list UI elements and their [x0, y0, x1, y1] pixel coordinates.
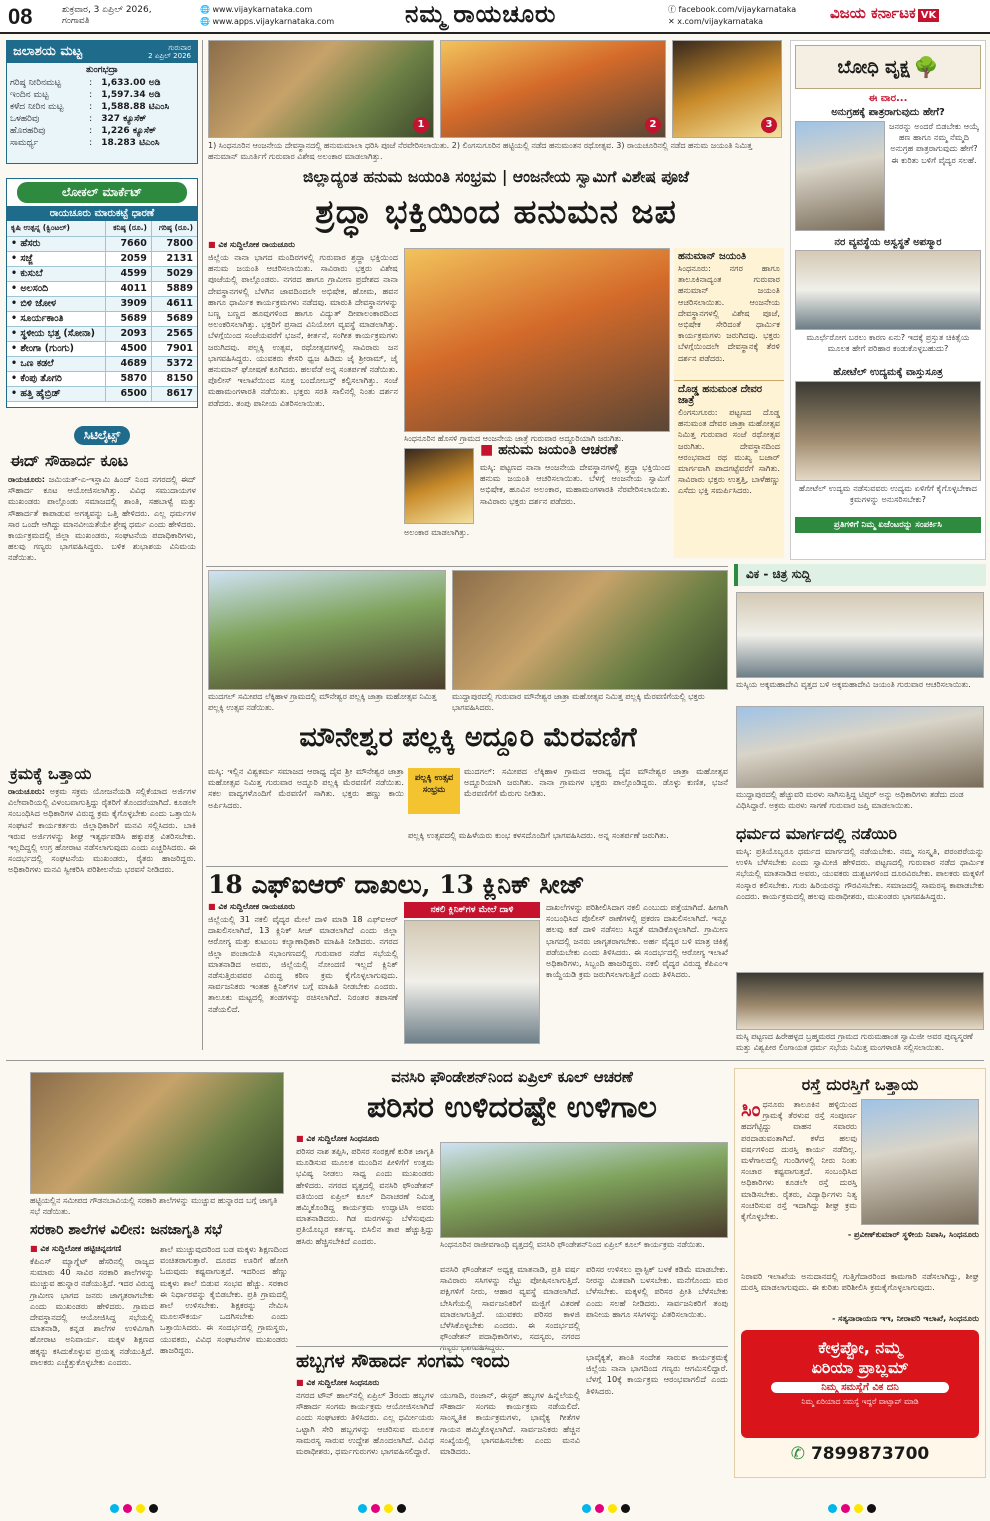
photo-maski-idol [404, 448, 474, 524]
lead-byline: ■ ವಿಕ ಸುದ್ದಿಲೋಕ ರಾಯಚೂರು [208, 240, 295, 249]
market-row: • ಒಣ ಕಡಲೆ 4689 5372 [7, 356, 197, 371]
vika-caption-3: ಮಸ್ಕಿ ಪಟ್ಟಣದ ಹಿರೇಹಳ್ಳದ ಬ್ರಹ್ಮಮಠದ ಗ್ರಾಮದ ಗುರುಮಹಾಂತ ಸ್ವಾಮಿಜೀ ಅವರ ಪುಣ್ಯಸ್ಮರಣೆ ಮತ್ತು ವಿಶ್ವಪೀಠ ಲಿಂಗಾಯತ ಧರ್ಮ ಸಭೆಯ ನಿಮಿತ್ತ ಮಂಗಳಾರತಿ ಸಲ್ಲಿಸಲಾಯಿತು. [736, 1032, 973, 1052]
reservoir-row: ಹೊರಹರಿವು : 1,226 ಕ್ಯೂಸೆಕ್ [10, 126, 156, 136]
habba-story-3: ಭಾವೈಕ್ಯತೆ, ಶಾಂತಿ ಸಂದೇಶ ಸಾರುವ ಕಾರ್ಯಕ್ರಮಕ್ಕೆ ಜಿಲ್ಲೆಯ ನಾನಾ ಭಾಗದಿಂದ ಗಣ್ಯರು ಆಗಮಿಸಲಿದ್ದಾರೆ. ಬೆಳಗ್ಗೆ 10ಕ್ಕೆ ಕಾರ್ಯಕ್ರಮ ಆರಂಭವಾಗಲಿದೆ ಎಂದು ತಿಳಿಸಿದರು. [586, 1352, 728, 1396]
road-signature-2: - ಸತ್ಯನಾರಾಯಣ ಇಇ, ನೀರಾವರಿ ಇಲಾಖೆ, ಸಿಂಧನೂರು [831, 1313, 979, 1323]
photo-lekkihal-palanquin [208, 570, 446, 690]
reservoir-row: ಸಾಮರ್ಥ್ಯ : 18.283 ಟಿಎಂಸಿ [10, 138, 160, 148]
market-box [6, 178, 198, 408]
eid-headline: ಈದ್ ಸೌಹಾರ್ದ ಕೂಟ [10, 451, 129, 470]
bodhi-q2-image [795, 250, 981, 330]
reservoir-row: ಕಳೆದ ನೀರಿನ ಮಟ್ಟ : 1,588.88 ಟಿಎಂಸಿ [10, 102, 170, 112]
market-row: • ಸಜ್ಜೆ 2059 2131 [7, 251, 197, 266]
photo-school-meeting [30, 1072, 284, 1194]
registration-marks [108, 1498, 160, 1517]
lead-sidebar: ಹನುಮಾನ್ ಜಯಂತಿ ಸಿಂಧನೂರು: ನಗರ ಹಾಗೂ ತಾಲೂಕಿನಾದ್ಯಂತ ಗುರುವಾರ ಹನುಮಾನ್ ಜಯಂತಿ ಆಚರಿಸಲಾಯಿತು. ಆಂಜನೇಯ ದೇವಸ್ಥಾನಗಳಲ್ಲಿ ವಿಶೇಷ ಪೂಜೆ, ಅಭಿಷೇಕ ಸೇರಿದಂತೆ ಧಾರ್ಮಿಕ ಕಾರ್ಯಕ್ರಮಗಳು ಜರುಗಿದವು. ಭಕ್ತರು ಬೆಳಗ್ಗೆಯಿಂದಲೇ ದೇವಸ್ಥಾನಕ್ಕೆ ತೆರಳಿ ದರ್ಶನ ಪಡೆದರು. ದೊಡ್ಡ ಹನುಮಂತ ದೇವರ ಜಾತ್ರೆ ಲಿಂಗಸುಗೂರು: ಪಟ್ಟಣದ ದೊಡ್ಡ ಹನುಮಂತ ದೇವರ ಜಾತ್ರಾ ಮಹೋತ್ಸವ ನಿಮಿತ್ತ ಗುರುವಾರ ಸಂಜೆ ರಥೋತ್ಸವ ಜರುಗಿತು. ದೇವಸ್ಥಾನದಿಂದ ಆರಂಭವಾದ ರಥ ಮುಖ್ಯ ಬಜಾರ್ ಮಾರ್ಗವಾಗಿ ಪಾದಗಟ್ಟೆವರೆಗೆ ಸಾಗಿತು. ಸಾವಿರಾರು ಭಕ್ತರು ಉತ್ತತ್ತಿ, ಬಾಳೆಹಣ್ಣು ಎಸೆದು ಭಕ್ತಿ ಸಮರ್ಪಿಸಿದರು. [674, 248, 784, 558]
lead-photo-caption: ಸಿಂಧನೂರಿನ ಹೊಸಳಿ ಗ್ರಾಮದ ಆಂಜನೇಯ ಜಾತ್ರೆ ಗುರುವಾರ ಅದ್ದೂರಿಯಾಗಿ ಜರುಗಿತು. [404, 434, 624, 443]
mid-caption-2: ಮುದ್ದಾಪುರದಲ್ಲಿ ಗುರುವಾರ ಮೌನೇಶ್ವರ ಜಾತ್ರಾ ಮಹೋತ್ಸವ ನಿಮಿತ್ತ ಪಲ್ಲಕ್ಕಿ ಮೆರವಣಿಗೆಯಲ್ಲಿ ಭಕ್ತರು ಭಾಗವಹಿಸಿದರು. [452, 692, 705, 712]
parisara-story-1: ಪರಿಸರ ನಾಶ ತಪ್ಪಿಸಿ, ಪರಿಸರ ಸಂರಕ್ಷಣೆ ಕುರಿತ ಜಾಗೃತಿ ಮೂಡಿಸುವ ಮೂಲಕ ಮುಂದಿನ ಪೀಳಿಗೆಗೆ ಉತ್ತಮ ಭವಿಷ್ಯ ನೀಡಲು ಸಾಧ್ಯ ಎಂದು ಮುಖಂಡರು ಹೇಳಿದರು. ನಗರದ ವೃತ್ತದಲ್ಲಿ ವನಸಿರಿ ಫೌಂಡೇಶನ್ ವತಿಯಿಂದ ಏಪ್ರಿಲ್ ಕೂಲ್ ದಿನಾಚರಣೆ ನಿಮಿತ್ತ ಹಮ್ಮಿಕೊಂಡಿದ್ದ ಕಾರ್ಯಕ್ರಮ ಉದ್ಘಾಟಿಸಿ ಅವರು ಮಾತನಾಡಿದರು. ಗಿಡ ಮರಗಳನ್ನು ಬೆಳೆಸುವುದು ಪ್ರತಿಯೊಬ್ಬರ ಕರ್ತವ್ಯ. ಬಿಸಿಲಿನ ತಾಪ ಹೆಚ್ಚುತ್ತಿದ್ದು ಹಸಿರು ಹೆಚ್ಚಿಸಬೇಕಿದೆ ಎಂದರು. [296, 1146, 434, 1246]
area-problem-ad[interactable]: ಕೇಳ್ರಪ್ಪೋ, ನಮ್ಮ ಏರಿಯಾ ಪ್ರಾಬ್ಲಮ್ ನಿಮ್ಮ ಸಮಸ್ಯೆಗೆ ವಿಕ ದನಿ ನಿಮ್ಮ ಏರಿಯಾದ ಸಮಸ್ಯೆ ಇದ್ದರೆ ವಾಟ್ಸಾಪ್ ಮಾಡಿ [741, 1330, 979, 1438]
photo-hatti-chariot: 2 [440, 40, 666, 138]
section-brand: ನಮ್ಮ ರಾಯಚೂರು [405, 2, 557, 28]
photo-muddapur-procession [452, 570, 728, 690]
reservoir-title: ಜಲಾಶಯ ಮಟ್ಟ [13, 44, 83, 59]
dharma-headline: ಧರ್ಮದ ಮಾರ್ಗದಲ್ಲಿ ನಡೆಯಿರಿ [736, 824, 897, 843]
clinic-story-2: ದಾಖಲೆಗಳನ್ನು ಪರಿಶೀಲಿಸಿದಾಗ ನಕಲಿ ಎಂಬುದು ಪತ್ತೆಯಾಗಿದೆ. ಹೀಗಾಗಿ ಸಂಬಂಧಿಸಿದ ಪೊಲೀಸ್ ಠಾಣೆಗಳಲ್ಲಿ ಪ್ರಕರಣ ದಾಖಲಿಸಲಾಗಿದೆ. ಇನ್ನೂ ಹಲವು ಕಡೆ ದಾಳಿ ನಡೆಸಲು ಸಿದ್ಧತೆ ಮಾಡಿಕೊಳ್ಳಲಾಗಿದೆ. ಗ್ರಾಮೀಣ ಭಾಗದಲ್ಲಿ ಜನರು ಜಾಗೃತರಾಗಬೇಕು. ಅರ್ಹ ವೈದ್ಯರ ಬಳಿ ಮಾತ್ರ ಚಿಕಿತ್ಸೆ ಪಡೆಯಬೇಕು ಎಂದು ತಿಳಿಸಿದರು. ಈ ಸಂದರ್ಭದಲ್ಲಿ ಆರೋಗ್ಯ ಇಲಾಖೆ ಅಧಿಕಾರಿಗಳು, ಸಿಬ್ಬಂದಿ ಹಾಜರಿದ್ದರು. ನಕಲಿ ವೈದ್ಯರ ವಿರುದ್ಧ ಕೆಪಿಎಂಇ ಕಾಯ್ದೆಯಡಿ ಕ್ರಮ ಜರುಗಿಸಲಾಗುತ್ತಿದೆ ಎಂದು ತಿಳಿಸಿದರು. [546, 902, 728, 980]
bodhi-q1: ಅನುಗ್ರಹಕ್ಕೆ ಪಾತ್ರರಾಗುವುದು ಹೇಗೆ? [831, 107, 945, 118]
tree-icon: 🌳 [913, 55, 939, 79]
photo-sindhanur-temple: 1 [208, 40, 434, 138]
vika-caption-1: ಮಸ್ಕಿಯ ಅಕ್ಕಮಹಾದೇವಿ ವೃತ್ತದ ಬಳಿ ಅಕ್ಕಮಹಾದೇವಿ ಜಯಂತಿ ಗುರುವಾರ ಆಚರಿಸಲಾಯಿತು. [736, 680, 971, 689]
page-number: 08 [8, 4, 33, 29]
mouneshwara-story-2: ಮುದಗಲ್: ಸಮೀಪದ ಲೆಕ್ಕಿಹಾಳ ಗ್ರಾಮದ ಆರಾಧ್ಯ ದೈವ ಮೌನೇಶ್ವರ ಜಾತ್ರಾ ಮಹೋತ್ಸವ ಅದ್ದೂರಿಯಾಗಿ ಜರುಗಿತು. ನಾನಾ ಗ್ರಾಮಗಳ ಭಕ್ತರು ಪಾಲ್ಗೊಂಡಿದ್ದರು. ಡೊಳ್ಳು ಕುಣಿತ, ಭಜನೆ ಮೆರವಣಿಗೆಗೆ ಮೆರುಗು ನೀಡಿತು. [464, 766, 728, 799]
website-links[interactable]: 🌐 www.vijaykarnataka.com 🌐 www.apps.vijaykarnataka.com [200, 5, 335, 26]
parisara-kicker: ವನಸಿರಿ ಫೌಂಡೇಶನ್‌ನಿಂದ ಏಪ್ರಿಲ್ ಕೂಲ್ ಆಚರಣೆ [391, 1068, 633, 1086]
bodhi-q1-image [795, 121, 885, 231]
market-title: ಲೋಕಲ್ ಮಾರ್ಕೆಟ್ [17, 182, 187, 203]
bodhi-cta[interactable]: ಪ್ರತಿಗಳಿಗೆ ನಿಮ್ಮ ಏಜೆಂಟರನ್ನು ಸಂಪರ್ಕಿಸಿ [795, 517, 981, 533]
dam-name: ತುಂಗಭದ್ರಾ [85, 65, 119, 75]
market-row: • ಹತ್ತಿ ಹೈಬ್ರಿಡ್ 6500 8617 [7, 386, 197, 401]
masthead [0, 0, 990, 34]
mouneshwara-headline: ಮೌನೇಶ್ವರ ಪಲ್ಲಕ್ಕಿ ಅದ್ದೂರಿ ಮೆರವಣಿಗೆ [299, 722, 637, 753]
reservoir-table [7, 77, 197, 149]
photo-tipper-truck [736, 706, 984, 788]
krama-headline: ಕ್ರಮಕ್ಕೆ ಒತ್ತಾಯ [10, 764, 92, 783]
market-row: • ಅಲಸಂದಿ 4011 5889 [7, 281, 197, 296]
globe-icon: 🌐 [200, 5, 210, 14]
reservoir-row: ಗರಿಷ್ಠ ನೀರಿನಮಟ್ಟ : 1,633.00 ಅಡಿ [10, 78, 161, 88]
dharma-story: ಮಸ್ಕಿ: ಪ್ರತಿಯೊಬ್ಬರೂ ಧರ್ಮದ ಮಾರ್ಗದಲ್ಲಿ ನಡೆಯಬೇಕು. ನಮ್ಮ ಸಂಸ್ಕೃತಿ, ಪರಂಪರೆಯನ್ನು ಉಳಿಸಿ ಬೆಳೆಸಬೇಕು ಎಂದು ಸ್ವಾಮೀಜಿ ಹೇಳಿದರು. ಪಟ್ಟಣದಲ್ಲಿ ಗುರುವಾರ ನಡೆದ ಧಾರ್ಮಿಕ ಸಭೆಯಲ್ಲಿ ಮಾತನಾಡಿದ ಅವರು, ಯುವಕರು ದುಶ್ಚಟಗಳಿಂದ ದೂರವಿರಬೇಕು. ಪಾಲಕರು ಮಕ್ಕಳಿಗೆ ಸಂಸ್ಕಾರ ಕಲಿಸಬೇಕು. ಗುರು ಹಿರಿಯರನ್ನು ಗೌರವಿಸಬೇಕು. ಸಮಾಜದಲ್ಲಿ ಸಾಮರಸ್ಯ ಕಾಪಾಡಬೇಕು ಎಂದರು. ಕಾರ್ಯಕ್ರಮದಲ್ಲಿ ಹಲವು ಮಠಾಧೀಶರು, ಮುಖಂಡರು ಭಾಗವಹಿಸಿದ್ದರು. [736, 846, 984, 901]
clinic-headline: 18 ಎಫ್ಐಆರ್ ದಾಖಲು, 13 ಕ್ಲಿನಿಕ್ ಸೀಜ್ [208, 870, 585, 899]
habba-story-1: ನಗರದ ಟೌನ್ ಹಾಲ್‌ನಲ್ಲಿ ಏಪ್ರಿಲ್ 3ರಂದು ಹಬ್ಬಗಳ ಸೌಹಾರ್ದ ಸಂಗಮ ಕಾರ್ಯಕ್ರಮ ಆಯೋಜಿಸಲಾಗಿದೆ ಎಂದು ಸಂಘಟಕರು ತಿಳಿಸಿದರು. ಎಲ್ಲ ಧರ್ಮೀಯರು ಒಟ್ಟಾಗಿ ಸೇರಿ ಹಬ್ಬಗಳನ್ನು ಆಚರಿಸುವ ಮೂಲಕ ಸಾಮರಸ್ಯ ಸಾರುವ ಉದ್ದೇಶ ಹೊಂದಲಾಗಿದೆ. ವಿವಿಧ ಮಠಾಧೀಶರು, ಧರ್ಮಗುರುಗಳು ಭಾಗವಹಿಸಲಿದ್ದಾರೆ. [296, 1390, 434, 1457]
photo-brahmamatha [736, 972, 984, 1030]
citylights-label: ಸಿಟಿಲೈಟ್ಸ್ [74, 426, 131, 445]
sub-caption: ಅಲಂಕಾರ ಮಾಡಲಾಗಿತ್ತು. [404, 528, 470, 537]
vika-title: ವಿಕ - ಚಿತ್ರ ಸುದ್ದಿ [734, 564, 986, 586]
clinic-badge: ನಕಲಿ ಕ್ಲಿನಿಕ್‌ಗಳ ಮೇಲೆ ದಾಳಿ [404, 902, 540, 918]
parisara-photo-caption: ಸಿಂಧನೂರಿನ ರಾಜೀವಗಾಂಧಿ ವೃತ್ತದಲ್ಲಿ ವನಸಿರಿ ಫೌಂಡೇಶನ್‌ನಿಂದ ಏಪ್ರಿಲ್ ಕೂಲ್ ಕಾರ್ಯಕ್ರಮ ನಡೆಯಿತು. [440, 1240, 705, 1249]
lead-headline: ಶ್ರದ್ಧಾ ಭಕ್ತಿಯಿಂದ ಹನುಮನ ಜಪ [315, 192, 677, 231]
whatsapp-number[interactable]: ✆ 7899873700 [790, 1444, 930, 1465]
school-byline: ■ ವಿಕ ಸುದ್ದಿಲೋಕ ಹಟ್ಟಿಚಿನ್ನದಗಣಿ [30, 1244, 122, 1253]
parisara-headline: ಪರಿಸರ ಉಳಿದರಷ್ಟೇ ಉಳಿಗಾಲ [367, 1090, 657, 1125]
habba-headline: ಹಬ್ಬಗಳ ಸೌಹಾರ್ದ ಸಂಗಮ ಇಂದು [296, 1350, 510, 1372]
clinic-byline: ■ ವಿಕ ಸುದ್ದಿಲೋಕ ರಾಯಚೂರು [208, 902, 295, 911]
registration-marks [826, 1498, 878, 1517]
bodhi-week: ಈ ವಾರ... [868, 93, 908, 104]
market-row: • ಹೆಸರು 7660 7800 [7, 236, 197, 251]
school-story-1: ಕೆಪಿಎಸ್ ಮ್ಯಾಗ್ನೆಟ್ ಹೆಸರಿನಲ್ಲಿ ರಾಜ್ಯದ ಸುಮಾರು 40 ಸಾವಿರ ಸರಕಾರಿ ಶಾಲೆಗಳನ್ನು ಮುಚ್ಚುವ ಹುನ್ನಾರ ನಡೆಯುತ್ತಿದೆ. ಇದರ ವಿರುದ್ಧ ಗ್ರಾಮೀಣ ಭಾಗದ ಜನರು ಜಾಗೃತರಾಗಬೇಕು ಎಂದು ಮುಖಂಡರು ಹೇಳಿದರು. ಗ್ರಾಮದ ದೇವಸ್ಥಾನದಲ್ಲಿ ಆಯೋಜಿಸಿದ್ದ ಸಭೆಯಲ್ಲಿ ಮಾತನಾಡಿ, ಕನ್ನಡ ಶಾಲೆಗಳ ಉಳಿವಿಗಾಗಿ ಹೋರಾಟ ಅನಿವಾರ್ಯ. ಮಕ್ಕಳ ಶಿಕ್ಷಣದ ಹಕ್ಕನ್ನು ಕಸಿದುಕೊಳ್ಳುವ ಪ್ರಯತ್ನ ನಡೆಯುತ್ತಿದೆ. ಪಾಲಕರು ಎಚ್ಚೆತ್ತುಕೊಳ್ಳಬೇಕು ಎಂದರು. [30, 1256, 154, 1367]
krama-story: ರಾಯಚೂರು: ಅಕ್ರಮ ಸಕ್ರಮ ಯೋಜನೆಯಡಿ ಸಲ್ಲಿಕೆಯಾದ ಅರ್ಜಿಗಳ ವಿಲೇವಾರಿಯಲ್ಲಿ ವಿಳಂಬವಾಗುತ್ತಿದ್ದು ರೈತರಿಗೆ ತೊಂದರೆಯಾಗಿದೆ. ಕೂಡಲೇ ಸಂಬಂಧಿಸಿದ ಅಧಿಕಾರಿಗಳ ವಿರುದ್ಧ ಕ್ರಮ ಕೈಗೊಳ್ಳಬೇಕು ಎಂದು ಒತ್ತಾಯಿಸಿ ಸಂಘಟನೆ ಕಾರ್ಯಕರ್ತರು ಜಿಲ್ಲಾಧಿಕಾರಿಗೆ ಮನವಿ ಸಲ್ಲಿಸಿದರು. ಬಾಕಿ ಇರುವ ಅರ್ಜಿಗಳನ್ನು ಶೀಘ್ರ ಇತ್ಯರ್ಥಪಡಿಸಿ ಹಕ್ಕುಪತ್ರ ವಿತರಿಸಬೇಕು. ಇಲ್ಲದಿದ್ದಲ್ಲಿ ಉಗ್ರ ಹೋರಾಟ ನಡೆಸಲಾಗುವುದು ಎಂದು ಎಚ್ಚರಿಸಿದರು. ಈ ಸಂದರ್ಭದಲ್ಲಿ ಸಂಘಟನೆಯ ಮುಖಂಡರು, ರೈತರು ಹಾಜರಿದ್ದರು. ಅಧಿಕಾರಿಗಳು ಮನವಿ ಸ್ವೀಕರಿಸಿ ಪರಿಶೀಲನೆಯ ಭರವಸೆ ನೀಡಿದರು. [8, 786, 196, 875]
sub-headline: ■ ಹನುಮ ಜಯಂತಿ ಆಚರಣೆ [480, 442, 618, 458]
market-subtitle: ರಾಯಚೂರು ಮಾರುಕಟ್ಟೆ ಧಾರಣೆ [7, 206, 197, 221]
market-row: • ಸೂರ್ಯಕಾಂತಿ 5689 5689 [7, 311, 197, 326]
top-photos-caption: 1) ಸಿಂಧನೂರಿನ ಆಂಜನೇಯ ದೇವಸ್ಥಾನದಲ್ಲಿ ಹನುಮಮಾಲಾ ಧರಿಸಿ ಪೂಜೆ ನೆರವೇರಿಸಲಾಯಿತು. 2) ಲಿಂಗಸುಗೂರಿನ ಹಟ್ಟಿಯಲ್ಲಿ ನಡೆದ ಹನುಮಂತನ ರಥೋತ್ಸವ. 3) ರಾಯಚೂರಿನಲ್ಲಿ ನಡೆದ ಹನುಮ ಜಯಂತಿ ನಿಮಿತ್ತ ಹನುಮಾನ್ ಮೂರ್ತಿಗೆ ಗುರುವಾರ ವಿಶೇಷ ಅಲಂಕಾರ ಮಾಡಲಾಗಿತ್ತು. [208, 141, 753, 161]
parisara-byline: ■ ವಿಕ ಸುದ್ದಿಲೋಕ ಸಿಂಧನೂರು [296, 1134, 380, 1143]
school-story-2: ಶಾಲೆ ಮುಚ್ಚುವುದರಿಂದ ಬಡ ಮಕ್ಕಳು ಶಿಕ್ಷಣದಿಂದ ವಂಚಿತರಾಗುತ್ತಾರೆ. ದೂರದ ಊರಿಗೆ ಹೋಗಿ ಓದುವುದು ಕಷ್ಟವಾಗುತ್ತದೆ. ಇದರಿಂದ ಹೆಣ್ಣು ಮಕ್ಕಳು ಶಾಲೆ ಬಿಡುವ ಸಂಭವ ಹೆಚ್ಚು. ಸರಕಾರ ಈ ನಿರ್ಧಾರವನ್ನು ಕೈಬಿಡಬೇಕು. ಪ್ರತಿ ಗ್ರಾಮದಲ್ಲಿ ಶಾಲೆ ಉಳಿಸಬೇಕು. ಶಿಕ್ಷಕರನ್ನು ನೇಮಿಸಿ ಮೂಲಸೌಕರ್ಯ ಒದಗಿಸಬೇಕು ಎಂದು ಒತ್ತಾಯಿಸಿದರು. ಈ ಸಂದರ್ಭದಲ್ಲಿ ಗ್ರಾಮಸ್ಥರು, ಯುವಕರು, ವಿವಿಧ ಸಂಘಟನೆಗಳ ಮುಖಂಡರು ಹಾಜರಿದ್ದರು. [160, 1244, 288, 1355]
parisara-story-2: ವನಸಿರಿ ಫೌಂಡೇಶನ್ ಅಧ್ಯಕ್ಷ ಮಾತನಾಡಿ, ಪ್ರತಿ ವರ್ಷ ಸಾವಿರಾರು ಸಸಿಗಳನ್ನು ನೆಟ್ಟು ಪೋಷಿಸಲಾಗುತ್ತಿದೆ. ಪಕ್ಷಿಗಳಿಗೆ ನೀರು, ಆಹಾರ ವ್ಯವಸ್ಥೆ ಮಾಡಲಾಗಿದೆ. ಬೇಸಿಗೆಯಲ್ಲಿ ಸಾರ್ವಜನಿಕರಿಗೆ ಮಜ್ಜಿಗೆ ವಿತರಣೆ ಮಾಡಲಾಗುತ್ತಿದೆ. ಯುವಕರು ಪರಿಸರ ಕಾಳಜಿ ಬೆಳೆಸಿಕೊಳ್ಳಬೇಕು ಎಂದರು. ಈ ಸಂದರ್ಭದಲ್ಲಿ ಫೌಂಡೇಶನ್ ಪದಾಧಿಕಾರಿಗಳು, ಸದಸ್ಯರು, ನಗರದ ಗಣ್ಯರು ಭಾಗವಹಿಸಿದ್ದರು. [440, 1264, 580, 1353]
bodhi-q2: ನರ ವ್ಯವಸ್ಥೆಯ ಅಸ್ವಸ್ಥತೆ ಅಪಸ್ಮಾರ [834, 237, 942, 248]
lead-kicker: ಜಿಲ್ಲಾದ್ಯಂತ ಹನುಮ ಜಯಂತಿ ಸಂಭ್ರಮ | ಆಂಜನೇಯ ಸ್ವಾಮಿಗೆ ವಿಶೇಷ ಪೂಜೆ [302, 167, 689, 186]
market-row: • ಕೆಂಪು ತೊಗರಿ 5870 8150 [7, 371, 197, 386]
school-photo-caption: ಹಟ್ಟಿಯಲ್ಲಿನ ಸಮೀಪದ ಗೌಡನಬಾವಿಯಲ್ಲಿ ಸರಕಾರಿ ಶಾಲೆಗಳನ್ನು ಮುಚ್ಚುವ ಹುನ್ನಾರದ ಬಗ್ಗೆ ಜಾಗೃತಿ ಸಭೆ ನಡೆಯಿತು. [30, 1196, 278, 1216]
market-table: ಕೃಷಿ ಉತ್ಪನ್ನ (ಕ್ವಿಂಟಲ್) ಕನಿಷ್ಠ (ರೂ.) ಗರಿಷ್ಠ (ರೂ.) • ಹೆಸರು 7660 7800 • ಸಜ್ಜೆ 2059 2131 • ಕುಸುಬೆ 4599 5029 • ಅಲಸಂದಿ 4011 5889 • ಬಿಳಿ ಜೋಳ 3909 4611 • ಸೂರ್ಯಕಾಂತಿ 5689 5689 • ಸ್ಥಳೀಯ ಭತ್ತ (ಸೋನಾ) 2093 2565 • ಶೇಂಗಾ (ಗುಂಗು) 4500 7901 • ಒಣ ಕಡಲೆ 4689 5372 • ಕೆಂಪು ತೊಗರಿ 5870 8150 • ಹತ್ತಿ ಹೈಬ್ರಿಡ್ 6500 8617 [7, 221, 197, 402]
facebook-icon: ⓕ [668, 5, 676, 14]
reservoir-row: ಒಳಹರಿವು : 327 ಕ್ಯೂಸೆಕ್ [10, 114, 147, 124]
road-box: ರಸ್ತೆ ದುರಸ್ತಿಗೆ ಒತ್ತಾಯ ಸಿಂಧನೂರು ತಾಲೂಕಿನ ಹಳ್ಳಿಯಿಂದ ಗ್ರಾಮಕ್ಕೆ ತೆರಳುವ ರಸ್ತೆ ಸಂಪೂರ್ಣ ಹದಗೆಟ್ಟಿದ್ದು ವಾಹನ ಸವಾರರು ಪರದಾಡುವಂತಾಗಿದೆ. ಕಳೆದ ಹಲವು ವರ್ಷಗಳಿಂದ ದುರಸ್ತಿ ಕಾರ್ಯ ನಡೆದಿಲ್ಲ. ಮಳೆಗಾಲದಲ್ಲಿ ಗುಂಡಿಗಳಲ್ಲಿ ನೀರು ನಿಂತು ಸಂಚಾರ ಕಷ್ಟವಾಗುತ್ತದೆ. ಸಂಬಂಧಿಸಿದ ಅಧಿಕಾರಿಗಳು ಕೂಡಲೇ ರಸ್ತೆ ದುರಸ್ತಿ ಮಾಡಿಸಬೇಕು. ರೈತರು, ವಿದ್ಯಾರ್ಥಿಗಳು ನಿತ್ಯ ಸಂಚರಿಸುವ ರಸ್ತೆ ಇದಾಗಿದ್ದು ಶೀಘ್ರ ಕ್ರಮ ಕೈಗೊಳ್ಳಬೇಕು. - ಪ್ರವೀಣ್‌ಕುಮಾರ್ ಸ್ಥಳೀಯ ನಿವಾಸಿ, ಸಿಂಧನೂರು ನಿರಾವರಿ ಇಲಾಖೆಯ ಅನುದಾನದಲ್ಲಿ ಗುತ್ತಿಗೆದಾರರಿಂದ ಕಾಮಗಾರಿ ನಡೆಸಲಾಗಿದ್ದು, ಶೀಘ್ರ ದುರಸ್ತಿ ಮಾಡಲಾಗುವುದು. ಈ ಕುರಿತು ಪರಿಶೀಲಿಸಿ ಕ್ರಮಕೈಗೊಳ್ಳಲಾಗುವುದು. - ಸತ್ಯನಾರಾಯಣ ಇಇ, ನೀರಾವರಿ ಇಲಾಖೆ, ಸಿಂಧನೂರು ಕೇಳ್ರಪ್ಪೋ, ನಮ್ಮ ಏರಿಯಾ ಪ್ರಾಬ್ಲಮ್ ನಿಮ್ಮ ಸಮಸ್ಯೆಗೆ ವಿಕ ದನಿ ನಿಮ್ಮ ಏರಿಯಾದ ಸಮಸ್ಯೆ ಇದ್ದರೆ ವಾಟ್ಸಾಪ್ ಮಾಡಿ ✆ 7899873700 [734, 1068, 986, 1478]
bodhi-title: ಬೋಧಿ ವೃಕ್ಷ [837, 56, 910, 78]
photo-raichur-idol: 3 [672, 40, 782, 138]
road-signature-1: - ಪ್ರವೀಣ್‌ಕುಮಾರ್ ಸ್ಥಳೀಯ ನಿವಾಸಿ, ಸಿಂಧನೂರು [847, 1229, 979, 1239]
whatsapp-icon: ✆ [790, 1444, 806, 1465]
sub-story: ಮಸ್ಕಿ: ಪಟ್ಟಣದ ನಾನಾ ಆಂಜನೇಯ ದೇವಸ್ಥಾನಗಳಲ್ಲಿ ಶ್ರದ್ಧಾ ಭಕ್ತಿಯಿಂದ ಹನುಮ ಜಯಂತಿ ಆಚರಿಸಲಾಯಿತು. ಬೆಳಗ್ಗೆ ಆಂಜನೇಯ ಸ್ವಾಮಿಗೆ ಅಭಿಷೇಕ, ಹೂವಿನ ಅಲಂಕಾರ, ಮಹಾಮಂಗಳಾರತಿ ನೆರವೇರಿಸಲಾಯಿತು. ಸಾವಿರಾರು ಭಕ್ತರು ದರ್ಶನ ಪಡೆದರು. [480, 462, 670, 506]
vika-caption-2: ಮುದ್ದಾಪುರದಲ್ಲಿ ಹೆಚ್ಚುವರಿ ಮರಳು ಸಾಗಿಸುತ್ತಿದ್ದ ಟಿಪ್ಪರ್ ಅನ್ನು ಅಧಿಕಾರಿಗಳು ತಡೆದು ದಂಡ ವಿಧಿಸಿದ್ದಾರೆ. ಅಕ್ರಮ ಮರಳು ಸಾಗಣೆ ಗುರುವಾರ ಜಪ್ತಿ ಮಾಡಲಾಯಿತು. [736, 790, 964, 810]
market-row: • ಸ್ಥಳೀಯ ಭತ್ತ (ಸೋನಾ) 2093 2565 [7, 326, 197, 341]
registration-marks [580, 1498, 632, 1517]
market-row: • ಬಿಳಿ ಜೋಳ 3909 4611 [7, 296, 197, 311]
eid-story: ರಾಯಚೂರು: ಜಮಿಯತ್-ಎ-ಇಸ್ಲಾಮಿ ಹಿಂದ್ ನಿಂದ ನಗರದಲ್ಲಿ ಈದ್ ಸೌಹಾರ್ದ ಕೂಟ ಆಯೋಜಿಸಲಾಗಿತ್ತು. ವಿವಿಧ ಸಮುದಾಯಗಳ ಮುಖಂಡರು ಪಾಲ್ಗೊಂಡು ಸಮಾಜದಲ್ಲಿ ಶಾಂತಿ, ಸಹಬಾಳ್ವೆ ಮತ್ತು ಸೌಹಾರ್ದತೆ ಕಾಪಾಡುವ ಅಗತ್ಯವನ್ನು ಒತ್ತಿ ಹೇಳಿದರು. ಎಲ್ಲ ಧರ್ಮಗಳ ಸಾರ ಒಂದೇ ಆಗಿದ್ದು ಮಾನವೀಯತೆಯೇ ಶ್ರೇಷ್ಠ ಧರ್ಮ ಎಂದು ಹೇಳಿದರು. ಕಾರ್ಯಕ್ರಮದಲ್ಲಿ ಜಿಲ್ಲಾ ಮುಖಂಡರು, ಸಂಘಟನೆಯ ಪದಾಧಿಕಾರಿಗಳು, ಹಲವು ಗಣ್ಯರು ಭಾಗವಹಿಸಿದ್ದರು. ಬಳಿಕ ಶುಭಾಶಯ ವಿನಿಮಯ ನಡೆಯಿತು. [8, 474, 197, 563]
photo-hosahalli-fair [404, 248, 670, 432]
photo-akkamahadevi [736, 592, 984, 678]
x-icon: ✕ [668, 17, 675, 26]
road-headline: ರಸ್ತೆ ದುರಸ್ತಿಗೆ ಒತ್ತಾಯ [801, 1075, 919, 1094]
habba-byline: ■ ವಿಕ ಸುದ್ದಿಲೋಕ ಸಿಂಧನೂರು [296, 1378, 380, 1387]
globe-icon: 🌐 [200, 17, 210, 26]
registration-marks [356, 1498, 408, 1517]
lead-story: ಜಿಲ್ಲೆಯ ನಾನಾ ಭಾಗದ ಮಂದಿರಗಳಲ್ಲಿ ಗುರುವಾರ ಶ್ರದ್ಧಾ ಭಕ್ತಿಯಿಂದ ಹನುಮ ಜಯಂತಿ ಆಚರಿಸಲಾಯಿತು. ಸಾವಿರಾರು ಭಕ್ತರು ವಿಶೇಷ ಪೂಜೆಯಲ್ಲಿ ಪಾಲ್ಗೊಂಡರು. ನಗರದ ಹಾಗೂ ಗ್ರಾಮೀಣ ಪ್ರದೇಶದ ನಾನಾ ದೇವಸ್ಥಾನಗಳಲ್ಲಿ ಬೆಳಗಿನ ಜಾವದಿಂದಲೇ ಅಭಿಷೇಕ, ಹೋಮ, ಹವನ ಹಾಗೂ ಧಾರ್ಮಿಕ ಕಾರ್ಯಕ್ರಮಗಳು ನಡೆದವು. ಮಾರುತಿ ದೇವಸ್ಥಾನಗಳನ್ನು ಬಣ್ಣ ಬಣ್ಣದ ಹೂವುಗಳಿಂದ ಹಾಗೂ ವಿದ್ಯುತ್ ದೀಪಾಲಂಕಾರದಿಂದ ಅಲಂಕರಿಸಲಾಗಿತ್ತು. ಭಕ್ತರಿಗೆ ಪ್ರಸಾದ ವಿನಿಯೋಗ ವ್ಯವಸ್ಥೆ ಮಾಡಲಾಗಿತ್ತು. ಬೆಳಗ್ಗೆಯಿಂದ ಸಂಜೆಯವರೆಗೆ ಭಜನೆ, ಕೀರ್ತನೆ, ಸಂಗೀತ ಕಾರ್ಯಕ್ರಮಗಳು ಜರುಗಿದವು. ಪಲ್ಲಕ್ಕಿ ಉತ್ಸವ, ರಥೋತ್ಸವಗಳಲ್ಲಿ ಸಾವಿರಾರು ಜನ ಭಾಗವಹಿಸಿದ್ದರು. ಯುವಕರು ಕೇಸರಿ ಧ್ವಜ ಹಿಡಿದು ಜೈ ಶ್ರೀರಾಮ್, ಜೈ ಹನುಮಾನ್ ಘೋಷಣೆ ಕೂಗಿದರು. ಹಲವೆಡೆ ಅನ್ನ ಸಂತರ್ಪಣೆ ನಡೆಯಿತು. ಪೊಲೀಸ್ ಇಲಾಖೆಯಿಂದ ಸೂಕ್ತ ಬಂದೋಬಸ್ತ್ ಕಲ್ಪಿಸಲಾಗಿತ್ತು. ಸಂಜೆ ಮಹಾಮಂಗಳಾರತಿ ನಡೆಯಿತು. ಭಕ್ತರು ಸರತಿ ಸಾಲಿನಲ್ಲಿ ನಿಂತು ದರ್ಶನ ಪಡೆದರು. ತಂಪು ಪಾನೀಯ ವಿತರಿಸಲಾಯಿತು. [208, 252, 398, 408]
road-reply: ನಿರಾವರಿ ಇಲಾಖೆಯ ಅನುದಾನದಲ್ಲಿ ಗುತ್ತಿಗೆದಾರರಿಂದ ಕಾಮಗಾರಿ ನಡೆಸಲಾಗಿದ್ದು, ಶೀಘ್ರ ದುರಸ್ತಿ ಮಾಡಲಾಗುವುದು. ಈ ಕುರಿತು ಪರಿಶೀಲಿಸಿ ಕ್ರಮಕೈಗೊಳ್ಳಲಾಗುವುದು. [741, 1271, 979, 1293]
bodhi-q3-image [795, 381, 981, 481]
issue-date: ಶುಕ್ರವಾರ, 3 ಏಪ್ರಿಲ್ 2026, ಗಂಗಾವತಿ [62, 5, 152, 26]
habba-story-2: ಯುಗಾದಿ, ರಂಜಾನ್, ಈಸ್ಟರ್ ಹಬ್ಬಗಳ ಹಿನ್ನೆಲೆಯಲ್ಲಿ ಸೌಹಾರ್ದ ಸಂಗಮ ಕಾರ್ಯಕ್ರಮ ನಡೆಯಲಿದೆ. ಸಾಂಸ್ಕೃತಿಕ ಕಾರ್ಯಕ್ರಮಗಳು, ಭಾವೈಕ್ಯ ಗೀತೆಗಳ ಗಾಯನ ಹಮ್ಮಿಕೊಳ್ಳಲಾಗಿದೆ. ಸಾರ್ವಜನಿಕರು ಹೆಚ್ಚಿನ ಸಂಖ್ಯೆಯಲ್ಲಿ ಭಾಗವಹಿಸಬೇಕು ಎಂದು ಮನವಿ ಮಾಡಿದರು. [440, 1390, 580, 1457]
bodhi-q3: ಹೋಟೆಲ್ ಉದ್ಯಮಕ್ಕೆ ವಾಸ್ತುಸೂತ್ರ [833, 367, 943, 378]
photo-clinic-raid [404, 920, 540, 1044]
mouneshwara-story-3: ಪಲ್ಲಕ್ಕಿ ಉತ್ಸವದಲ್ಲಿ ಮಹಿಳೆಯರು ಕುಂಭ ಕಳಸದೊಂದಿಗೆ ಭಾಗವಹಿಸಿದರು. ಅನ್ನ ಸಂತರ್ಪಣೆ ಜರುಗಿತು. [408, 830, 669, 840]
newspaper-logo: ವಿಜಯ ಕರ್ನಾಟಕ VK [830, 4, 939, 22]
school-headline: ಸರಕಾರಿ ಶಾಲೆಗಳ ವಿಲೀನ: ಜನಜಾಗೃತಿ ಸಭೆ [30, 1222, 222, 1238]
market-row: • ಶೇಂಗಾ (ಗುಂಗು) 4500 7901 [7, 341, 197, 356]
mouneshwara-story-1: ಮಸ್ಕಿ: ಇಲ್ಲಿನ ವಿಶ್ವಕರ್ಮ ಸಮಾಜದ ಆರಾಧ್ಯ ದೈವ ಶ್ರೀ ಮೌನೇಶ್ವರ ಜಾತ್ರಾ ಮಹೋತ್ಸವ ನಿಮಿತ್ತ ಗುರುವಾರ ಅದ್ದೂರಿ ಪಲ್ಲಕ್ಕಿ ಮೆರವಣಿಗೆ ನಡೆಯಿತು. ಸಕಲ ವಾದ್ಯಗಳೊಂದಿಗೆ ಮೆರವಣಿಗೆ ಸಾಗಿತು. ಭಕ್ತರು ಹಣ್ಣು ಕಾಯಿ ಅರ್ಪಿಸಿದರು. [208, 766, 404, 810]
market-row: • ಕುಸುಬೆ 4599 5029 [7, 266, 197, 281]
social-links[interactable]: ⓕ facebook.com/vijaykarnataka ✕ x.com/vijaykarnataka [668, 5, 797, 26]
column-divider [202, 40, 203, 1050]
bodhi-box: ಬೋಧಿ ವೃಕ್ಷ 🌳 ಈ ವಾರ... ಅನುಗ್ರಹಕ್ಕೆ ಪಾತ್ರರಾಗುವುದು ಹೇಗೆ? ಜನರನ್ನು ಅಂದರೆ ಬಿಡಬೇಕು ಆಯ್ಕೆ ಹಣ ಹಾಗೂ ನಮ್ಮ ನೆಮ್ಮದಿ ಅನುಗ್ರಹ ಪಾತ್ರರಾಗುವುದು ಹೇಗೆ? ಈ ಕುರಿತು ಬಳಿಗೆ ವೈದ್ಯರ ಸಲಹೆ. ನರ ವ್ಯವಸ್ಥೆಯ ಅಸ್ವಸ್ಥತೆ ಅಪಸ್ಮಾರ ಮೂರ್ಛೆರೋಗ ಬರಲು ಕಾರಣ ಏನು? ಇದಕ್ಕೆ ಪ್ರಸ್ತುತ ಚಿಕಿತ್ಸೆಯ ಮೂಲಕ ಹೇಗೆ ಪರಿಹಾರ ಕಂಡುಕೊಳ್ಳಬಹುದು? ಹೋಟೆಲ್ ಉದ್ಯಮಕ್ಕೆ ವಾಸ್ತುಸೂತ್ರ ಹೋಟೆಲ್ ಉದ್ಯಮ ನಡೆಸುವವರು ಉದ್ಯಮ ಏಳಿಗೆಗೆ ಕೈಗೊಳ್ಳಬೇಕಾದ ಕ್ರಮಗಳನ್ನು ಅನುಸರಿಸಬೇಕು? ಪ್ರತಿಗಳಿಗೆ ನಿಮ್ಮ ಏಜೆಂಟರನ್ನು ಸಂಪರ್ಕಿಸಿ [790, 40, 986, 560]
photo-damaged-road [861, 1099, 979, 1225]
photo-april-cool [440, 1142, 728, 1238]
reservoir-row: ಇಂದಿನ ಮಟ್ಟ : 1,597.34 ಅಡಿ [10, 90, 161, 100]
reservoir-box: ಜಲಾಶಯ ಮಟ್ಟ ಗುರುವಾರ 2 ಏಪ್ರಿಲ್ 2026 ತುಂಗಭದ್ರಾ ಗರಿಷ್ಠ ನೀರಿನಮಟ್ಟ : 1,633.00 ಅಡಿ ಇಂದಿನ ಮಟ್ಟ : 1,597.34 ಅಡಿ ಕಳೆದ ನೀರಿನ ಮಟ್ಟ : 1,588.88 ಟಿಎಂಸಿ ಒಳಹರಿವು : 327 ಕ್ಯೂಸೆಕ್ ಹೊರಹರಿವು : 1,226 ಕ್ಯೂಸೆಕ್ ಸಾಮರ್ಥ್ಯ : 18.283 ಟಿಎಂಸಿ [6, 40, 198, 164]
mid-caption-1: ಮುದಗಲ್ ಸಮೀಪದ ಲೆಕ್ಕಿಹಾಳ ಗ್ರಾಮದಲ್ಲಿ ಮೌನೇಶ್ವರ ಪಲ್ಲಕ್ಕಿ ಜಾತ್ರಾ ಮಹೋತ್ಸವ ನಿಮಿತ್ತ ಪಲ್ಲಕ್ಕಿ ಉತ್ಸವ ನಡೆಯಿತು. [208, 692, 437, 712]
parisara-story-3: ಪರಿಸರ ಉಳಿಸಲು ಪ್ಲಾಸ್ಟಿಕ್ ಬಳಕೆ ಕಡಿಮೆ ಮಾಡಬೇಕು. ನೀರನ್ನು ಮಿತವಾಗಿ ಬಳಸಬೇಕು. ಮನೆಗೊಂದು ಮರ ಬೆಳೆಸಬೇಕು. ಮಕ್ಕಳಲ್ಲಿ ಪರಿಸರ ಪ್ರೀತಿ ಬೆಳೆಸಬೇಕು ಎಂದು ಸಲಹೆ ನೀಡಿದರು. ಸಾರ್ವಜನಿಕರಿಗೆ ತಂಪು ಪಾನೀಯ ಹಾಗೂ ಸಸಿಗಳನ್ನು ವಿತರಿಸಲಾಯಿತು. [586, 1264, 728, 1319]
palanquin-badge: ಪಲ್ಲಕ್ಕಿ ಉತ್ಸವ ಸಂಭ್ರಮ [408, 768, 460, 814]
clinic-story-1: ಜಿಲ್ಲೆಯಲ್ಲಿ 31 ನಕಲಿ ವೈದ್ಯರ ಮೇಲೆ ದಾಳಿ ಮಾಡಿ 18 ಎಫ್ಐಆರ್ ದಾಖಲಿಸಲಾಗಿದೆ, 13 ಕ್ಲಿನಿಕ್ ಸೀಜ್ ಮಾಡಲಾಗಿದೆ ಎಂದು ಜಿಲ್ಲಾ ಆರೋಗ್ಯ ಮತ್ತು ಕುಟುಂಬ ಕಲ್ಯಾಣಾಧಿಕಾರಿ ಮಾಹಿತಿ ನೀಡಿದರು. ನಗರದ ಜಿಲ್ಲಾ ಪಂಚಾಯಿತಿ ಸಭಾಂಗಣದಲ್ಲಿ ಗುರುವಾರ ನಡೆದ ಸಭೆಯಲ್ಲಿ ಮಾತನಾಡಿದ ಅವರು, ಜಿಲ್ಲೆಯಲ್ಲಿ ನೋಂದಣಿ ಇಲ್ಲದೆ ಕ್ಲಿನಿಕ್ ನಡೆಸುತ್ತಿರುವವರ ವಿರುದ್ಧ ಕಠಿಣ ಕ್ರಮ ಕೈಗೊಳ್ಳಲಾಗುವುದು. ಸಾರ್ವಜನಿಕರು ಇಂತಹ ಕ್ಲಿನಿಕ್‌ಗಳ ಬಗ್ಗೆ ಮಾಹಿತಿ ನೀಡಬೇಕು ಎಂದರು. ತಾಲೂಕು ಮಟ್ಟದಲ್ಲಿ ತಂಡಗಳನ್ನು ರಚಿಸಲಾಗಿದೆ. ನಿರಂತರ ತಪಾಸಣೆ ನಡೆಯಲಿದೆ. [208, 914, 398, 1014]
